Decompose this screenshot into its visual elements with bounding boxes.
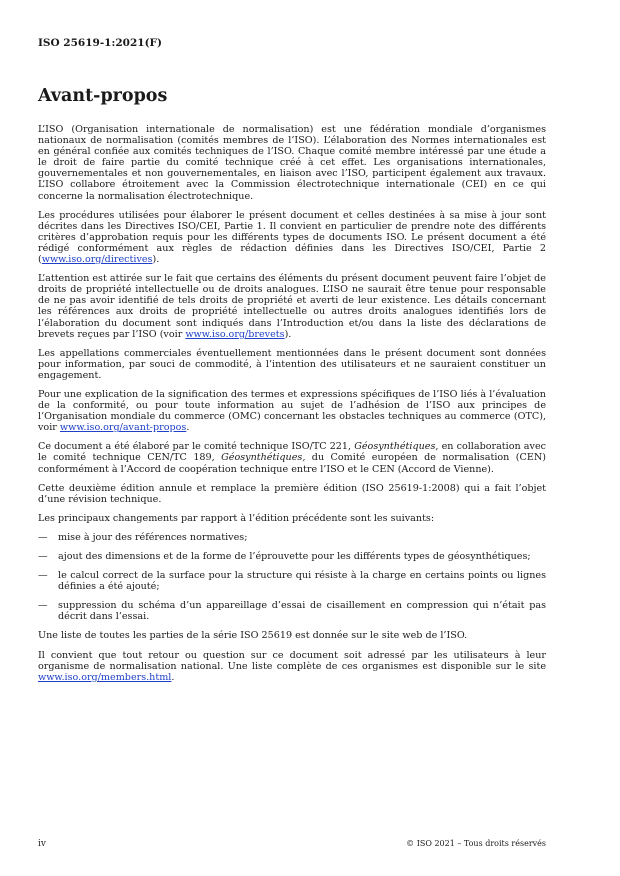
committee-name: Géosynthétiques [354, 441, 436, 453]
paragraph-feedback [38, 650, 546, 683]
paragraph-trade-names: Les appellations commerciales éventuellement mentionnées dans le présent document sont données pour information, par souci de commodité, à l’intention des utilisateurs et ne sauraient constituer un engagement. [38, 347, 546, 381]
paragraph-text-end: ). [284, 328, 292, 340]
paragraph-iso-intro: L’ISO (Organisation internationale de normalisation) est une fédération mondiale d’organismes nationaux de normalisation (comités membres de l’ISO). L’élaboration des Normes internationales est en général confiée aux comités techniques de l’ISO. Chaque comité membre intéressé par une étude a le droit de faire partie du comité technique créé à cet effet. Les organisations internationales, gouvernementales et non gouvernementales, en liaison avec l’ISO, participent également aux travaux. L’ISO collabore étroitement avec la Commission électrotechnique internationale (CEI) en ce qui concerne la normalisation électrotechnique. [38, 124, 546, 202]
paragraph-text: Ce document a été élaboré par le comité technique ISO/TC 221, [38, 441, 355, 453]
paragraph-text: Il convient que tout retour ou question sur ce document soit adressé par les utilisateurs à leur organisme de normalisation national. Une liste complète de ces organismes est disponible sur le site [38, 649, 546, 672]
document-id-header: ISO 25619-1:2021(F) [38, 37, 162, 49]
list-dash: — [38, 531, 48, 543]
list-item [38, 532, 546, 543]
paragraph-conformity [38, 389, 546, 433]
paragraph-text-end: ). [152, 254, 160, 266]
foreword-link[interactable]: www.iso.org/avant-propos [59, 422, 187, 434]
list-item-text: ajout des dimensions et de la forme de l’éprouvette pour les différents types de géosynthétiques; [58, 551, 531, 562]
paragraph-series-list: Une liste de toutes les parties de la série ISO 25619 est donnée sur le site web de l’ISO. [38, 630, 468, 642]
paragraph-text-end: . [171, 671, 175, 683]
paragraph-text: , en collaboration avec le comité technique CEN/TC 189, [38, 441, 546, 464]
list-item-text: le calcul correct de la surface pour la structure qui résiste à la charge en certains points ou lignes définies a été ajouté; [58, 570, 546, 593]
list-dash: — [38, 551, 48, 562]
list-item [38, 551, 546, 562]
paragraph-procedures [38, 210, 546, 265]
cen-committee-name: Géosynthétiques, [221, 452, 306, 464]
paragraph-patents [38, 273, 546, 340]
copyright-notice: © ISO 2021 – Tous droits réservés [406, 839, 546, 848]
members-link[interactable]: www.iso.org/members.html [38, 671, 172, 683]
list-item [38, 570, 546, 592]
changes-list [38, 532, 546, 623]
list-item-text: suppression du schéma d’un appareillage d’essai de cisaillement en compression qui n’était pas décrit dans l’essai. [58, 600, 546, 623]
paragraph-edition: Cette deuxième édition annule et remplace la première édition (ISO 25619-1:2008) qui a fait l’objet d’une révision technique. [38, 482, 546, 505]
list-item-text: mise à jour des références normatives; [58, 531, 248, 543]
paragraph-text: du Comité européen de normalisation (CEN) conformément à l’Accord de coopération technique entre l’ISO et le CEN (Accord de Vienne). [38, 452, 547, 475]
list-item [38, 600, 546, 622]
paragraph-text-end: . [186, 422, 190, 434]
list-dash: — [38, 600, 48, 612]
paragraph-text: L’attention est attirée sur le fait que certains des éléments du présent document peuvent faire l’objet de droits de propriété intellectuelle ou de droits analogues. L’ISO ne saurait être tenue pour responsable de ne pas avoir identifié de tels droits de propriété et averti de leur existence. Les détails concernant les références aux droits de propriété intellectuelle ou autres droits analogues identifiés lors de l’élaboration du document sont indiqués dans l’Introduction et/ou dans la liste des déclarations de brevets reçues par l’ISO (voir [38, 273, 546, 340]
list-dash: — [38, 570, 48, 582]
paragraph-text: Les procédures utilisées pour élaborer le présent document et celles destinées à sa mise à jour sont décrites dans les Directives ISO/CEI, Partie 1. Il convient en particulier de prendre note des différents critères d’approbation requis pour les différents types de documents ISO. Le présent document a été rédigé conformément aux règles de rédaction définies dans les Directives ISO/CEI, Partie 2 ( [38, 209, 546, 266]
page-title: Avant-propos [38, 86, 168, 106]
directives-link[interactable]: www.iso.org/directives [41, 254, 153, 266]
paragraph-text: Pour une explication de la signification des termes et expressions spécifiques de l’ISO liés à l’évaluation de la conformité, ou pour toute information au sujet de l’adhésion de l’ISO aux principes de l’Organisation mondiale du commerce (OMC) concernant les obstacles techniques au commerce (OTC), voir [38, 388, 546, 434]
foreword-body [38, 124, 546, 691]
paragraph-committee [38, 441, 546, 474]
patents-link[interactable]: www.iso.org/brevets [185, 328, 285, 340]
paragraph-changes-intro: Les principaux changements par rapport à l’édition précédente sont les suivants: [38, 512, 435, 524]
page-number: iv [38, 839, 46, 849]
